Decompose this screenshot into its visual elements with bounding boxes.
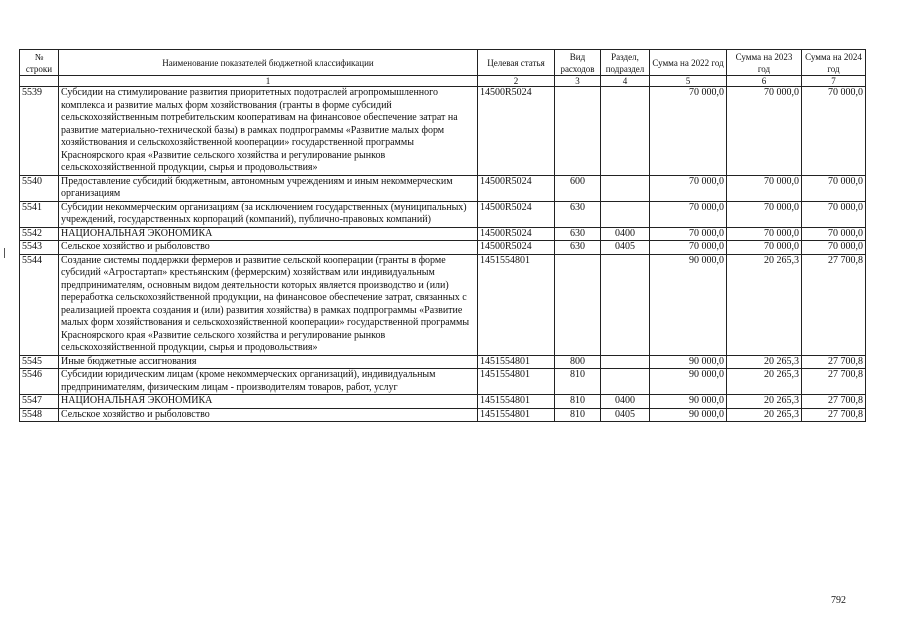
- row-name: Субсидии некоммерческим организациям (за исключением государственных (муниципальных) учреждений, государственных корпораций (компаний), публично-правовых компаний): [59, 201, 478, 227]
- row-sum-2023: 70 000,0: [727, 175, 802, 201]
- row-number: 5542: [20, 227, 59, 241]
- header-target: Целевая статья: [478, 50, 555, 76]
- table-row: [20, 395, 866, 409]
- row-sum-2023: 70 000,0: [727, 227, 802, 241]
- row-target: 14500R5024: [478, 227, 555, 241]
- row-sum-2023: 20 265,3: [727, 355, 802, 369]
- header-section: Раздел, подраздел: [601, 50, 650, 76]
- row-section: [601, 201, 650, 227]
- row-section: [601, 254, 650, 355]
- row-exp-type: 630: [555, 201, 601, 227]
- row-section: [601, 355, 650, 369]
- row-name: Создание системы поддержки фермеров и развитие сельской кооперации (гранты в форме субсидий «Агростартап» крестьянским (фермерским) хозяйствам или индивидуальным предпринимателям, основным видом деятельности которых является производство и (или) переработка сельскохозяйственной продукции, на финансовое обеспечение затрат, связанных с реализацией проекта создания и (или) развития хозяйства) в рамках подпрограммы «Развитие малых форм хозяйствования и сельскохозяйственной кооперации» государственной программы Красноярского края «Развитие сельского хозяйства и регулирование рынков сельскохозяйственной продукции, сырья и продовольствия»: [59, 254, 478, 355]
- header-sum-2023: Сумма на 2023 год: [727, 50, 802, 76]
- row-name: НАЦИОНАЛЬНАЯ ЭКОНОМИКА: [59, 227, 478, 241]
- col-number: 6: [727, 76, 802, 87]
- col-number: [20, 76, 59, 87]
- column-number-row: [20, 76, 866, 87]
- row-sum-2024: 70 000,0: [802, 201, 866, 227]
- col-number: 4: [601, 76, 650, 87]
- header-exp-type: Вид расходов: [555, 50, 601, 76]
- row-exp-type: 810: [555, 369, 601, 395]
- row-sum-2023: 70 000,0: [727, 201, 802, 227]
- page-number: 792: [831, 595, 846, 606]
- row-number: 5548: [20, 408, 59, 422]
- row-section: 0405: [601, 241, 650, 255]
- header-row: [20, 50, 866, 76]
- header-row-no: № строки: [20, 50, 59, 76]
- table-row: [20, 408, 866, 422]
- row-sum-2024: 70 000,0: [802, 175, 866, 201]
- table-row: [20, 227, 866, 241]
- row-exp-type: 810: [555, 395, 601, 409]
- row-sum-2023: 20 265,3: [727, 369, 802, 395]
- row-sum-2023: 20 265,3: [727, 254, 802, 355]
- row-target: 1451554801: [478, 408, 555, 422]
- row-target: 14500R5024: [478, 175, 555, 201]
- row-name: Иные бюджетные ассигнования: [59, 355, 478, 369]
- row-name: НАЦИОНАЛЬНАЯ ЭКОНОМИКА: [59, 395, 478, 409]
- row-sum-2022: 70 000,0: [650, 175, 727, 201]
- row-section: 0400: [601, 395, 650, 409]
- row-name: Субсидии на стимулирование развития приоритетных подотраслей агропромышленного комплекса и развитие малых форм хозяйствования (гранты в форме субсидий сельскохозяйственным потребительским кооперативам на финансовое обеспечение затрат на развитие материально-технической базы) в рамках подпрограммы «Развитие малых форм хозяйствования и сельскохозяйственной кооперации» государственной программы Красноярского края «Развитие сельского хозяйства и регулирование рынков сельскохозяйственной продукции, сырья и продовольствия»: [59, 87, 478, 176]
- row-target: 14500R5024: [478, 201, 555, 227]
- col-number: 5: [650, 76, 727, 87]
- row-target: 1451554801: [478, 254, 555, 355]
- row-section: [601, 87, 650, 176]
- row-name: Предоставление субсидий бюджетным, автономным учреждениям и иным некоммерческим организациям: [59, 175, 478, 201]
- row-sum-2024: 27 700,8: [802, 254, 866, 355]
- table-row: [20, 87, 866, 176]
- row-name: Сельское хозяйство и рыболовство: [59, 241, 478, 255]
- row-section: 0405: [601, 408, 650, 422]
- row-sum-2024: 70 000,0: [802, 87, 866, 176]
- row-sum-2023: 70 000,0: [727, 241, 802, 255]
- header-name: Наименование показателей бюджетной классификации: [59, 50, 478, 76]
- row-sum-2022: 70 000,0: [650, 201, 727, 227]
- row-sum-2023: 20 265,3: [727, 395, 802, 409]
- row-number: 5544: [20, 254, 59, 355]
- col-number: 2: [478, 76, 555, 87]
- margin-mark: [4, 248, 5, 258]
- row-target: 1451554801: [478, 395, 555, 409]
- row-number: 5540: [20, 175, 59, 201]
- row-number: 5547: [20, 395, 59, 409]
- budget-table: [19, 49, 866, 422]
- table-row: [20, 254, 866, 355]
- row-sum-2022: 70 000,0: [650, 227, 727, 241]
- row-exp-type: 810: [555, 408, 601, 422]
- table-row: [20, 369, 866, 395]
- header-sum-2022: Сумма на 2022 год: [650, 50, 727, 76]
- row-sum-2022: 90 000,0: [650, 395, 727, 409]
- row-sum-2023: 70 000,0: [727, 87, 802, 176]
- table-row: [20, 175, 866, 201]
- table-row: [20, 355, 866, 369]
- row-number: 5546: [20, 369, 59, 395]
- row-sum-2024: 70 000,0: [802, 241, 866, 255]
- row-sum-2024: 27 700,8: [802, 408, 866, 422]
- row-exp-type: 800: [555, 355, 601, 369]
- row-exp-type: 630: [555, 227, 601, 241]
- row-target: 1451554801: [478, 369, 555, 395]
- row-sum-2024: 27 700,8: [802, 369, 866, 395]
- row-target: 14500R5024: [478, 241, 555, 255]
- row-sum-2022: 90 000,0: [650, 355, 727, 369]
- col-number: 3: [555, 76, 601, 87]
- row-number: 5539: [20, 87, 59, 176]
- col-number: 1: [59, 76, 478, 87]
- col-number: 7: [802, 76, 866, 87]
- row-exp-type: [555, 87, 601, 176]
- row-name: Сельское хозяйство и рыболовство: [59, 408, 478, 422]
- row-sum-2022: 90 000,0: [650, 369, 727, 395]
- row-number: 5541: [20, 201, 59, 227]
- row-exp-type: 600: [555, 175, 601, 201]
- row-name: Субсидии юридическим лицам (кроме некоммерческих организаций), индивидуальным предпринимателям, физическим лицам - производителям товаров, работ, услуг: [59, 369, 478, 395]
- row-number: 5545: [20, 355, 59, 369]
- row-exp-type: [555, 254, 601, 355]
- table-row: [20, 241, 866, 255]
- row-section: [601, 369, 650, 395]
- row-exp-type: 630: [555, 241, 601, 255]
- table-row: [20, 201, 866, 227]
- row-sum-2022: 90 000,0: [650, 408, 727, 422]
- row-sum-2022: 70 000,0: [650, 87, 727, 176]
- row-sum-2024: 27 700,8: [802, 355, 866, 369]
- row-sum-2023: 20 265,3: [727, 408, 802, 422]
- row-number: 5543: [20, 241, 59, 255]
- header-sum-2024: Сумма на 2024 год: [802, 50, 866, 76]
- row-sum-2022: 90 000,0: [650, 254, 727, 355]
- row-sum-2024: 70 000,0: [802, 227, 866, 241]
- row-sum-2022: 70 000,0: [650, 241, 727, 255]
- row-sum-2024: 27 700,8: [802, 395, 866, 409]
- row-target: 14500R5024: [478, 87, 555, 176]
- row-section: 0400: [601, 227, 650, 241]
- row-section: [601, 175, 650, 201]
- row-target: 1451554801: [478, 355, 555, 369]
